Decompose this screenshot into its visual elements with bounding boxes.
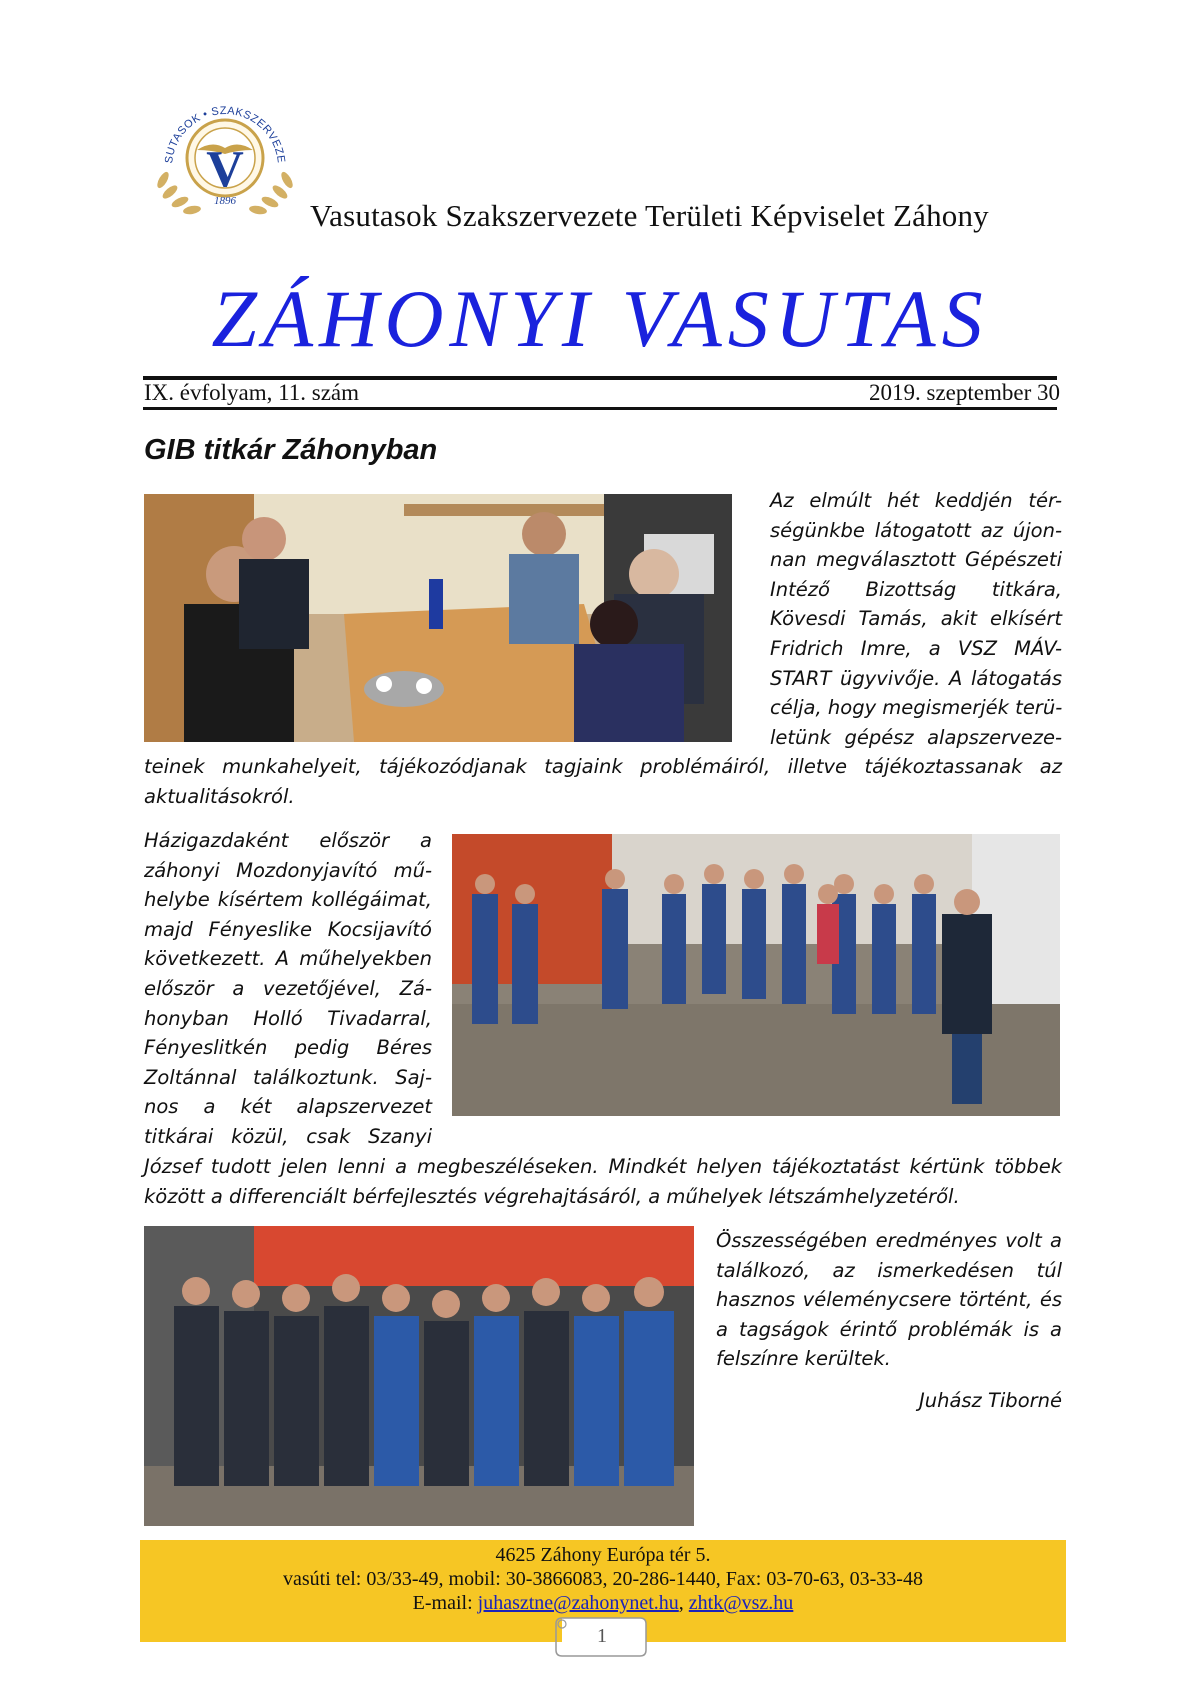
masthead-title: ZÁHONYI VASUTAS bbox=[211, 273, 989, 364]
paragraph-line: majd Fényeslike Kocsijavító bbox=[144, 917, 432, 941]
paragraph-line: először a vezetőjével, Zá- bbox=[144, 976, 432, 1000]
masthead-rule-bottom bbox=[143, 407, 1057, 410]
paragraph-line: József tudott jelen lenni a megbeszéléseken. Mindkét helyen tájékoztatást kértünk többek bbox=[144, 1155, 1062, 1178]
footer-email-label: E-mail: bbox=[412, 1592, 473, 1614]
photo-workers-group bbox=[144, 1226, 694, 1526]
article-paragraph-2 bbox=[144, 826, 432, 1152]
paragraph-line: Fridrich Imre, a VSZ MÁV- bbox=[770, 636, 1062, 660]
article-paragraph-1 bbox=[770, 486, 1062, 752]
paragraph-line: között a differenciált bérfejlesztés végrehajtásáról, a műhelyek létszámhelyzetéről. bbox=[144, 1184, 960, 1208]
paragraph-line: Zoltánnal találkoztunk. Saj- bbox=[144, 1065, 432, 1089]
article-paragraph-1-continued bbox=[144, 752, 1062, 811]
paragraph-line: felszínre kerültek. bbox=[716, 1347, 891, 1371]
issue-date: 2019. szeptember 30 bbox=[869, 380, 1060, 405]
email-link-zhtk[interactable]: zhtk@vsz.hu bbox=[688, 1592, 794, 1614]
paragraph-line: Az elmúlt hét keddjén tér- bbox=[770, 489, 1062, 512]
issue-number: IX. évfolyam, 11. szám bbox=[144, 380, 360, 405]
organization-name: Vasutasok Szakszervezete Területi Képviselet Záhony bbox=[310, 198, 989, 233]
footer-address: 4625 Záhony Európa tér 5. bbox=[495, 1544, 711, 1566]
paragraph-line: ségünkbe látogatott az újon- bbox=[770, 518, 1062, 542]
paragraph-line: teinek munkahelyeit, tájékozódjanak tagjaink problémáiról, illetve tájékoztassanak az bbox=[144, 755, 1062, 778]
paragraph-line: nan megválasztott Gépészeti bbox=[770, 548, 1062, 572]
article-author: Juhász Tiborné bbox=[918, 1389, 1062, 1412]
union-logo bbox=[150, 92, 300, 222]
article-paragraph-2-continued bbox=[144, 1152, 1062, 1211]
paragraph-line: hasznos véleménycsere történt, és bbox=[716, 1288, 1062, 1312]
paragraph-line: letünk gépész alapszerveze- bbox=[770, 725, 1062, 749]
article-paragraph-3 bbox=[716, 1226, 1062, 1374]
paragraph-line: Intéző Bizottság titkára, bbox=[770, 577, 1062, 601]
paragraph-line: következett. A műhelyekben bbox=[144, 947, 432, 971]
paragraph-line: aktualitásokról. bbox=[144, 784, 295, 808]
footer-email-separator: , bbox=[678, 1592, 684, 1614]
photo-workshop bbox=[452, 834, 1060, 1116]
svg-text:V: V bbox=[206, 141, 244, 198]
paragraph-line: a tagságok érintő problémák is a bbox=[716, 1317, 1062, 1341]
svg-text:1896: 1896 bbox=[214, 195, 236, 207]
paragraph-line: Házigazdaként először a bbox=[144, 829, 432, 852]
page-number: 1 bbox=[597, 1625, 607, 1647]
photo-meeting bbox=[144, 494, 732, 742]
article-title: GIB titkár Záhonyban bbox=[144, 434, 438, 466]
paragraph-line: helybe kísértem kollégáimat, bbox=[144, 888, 432, 912]
paragraph-line: Kövesdi Tamás, akit elkísért bbox=[770, 607, 1062, 631]
paragraph-line: nos a két alapszervezet bbox=[144, 1095, 432, 1119]
email-link-juhasztne[interactable]: juhasztne@zahonynet.hu bbox=[477, 1592, 679, 1614]
footer-phones: vasúti tel: 03/33-49, mobil: 30-3866083, 20-286-1440, Fax: 03-70-63, 03-33-48 bbox=[283, 1568, 923, 1590]
paragraph-line: záhonyi Mozdonyjavító mű- bbox=[144, 858, 432, 882]
paragraph-line: Fényeslitkén pedig Béres bbox=[144, 1036, 432, 1060]
paragraph-line: Összességében eredményes volt a bbox=[716, 1229, 1062, 1252]
svg-text:VASUTASOK • SZAKSZERVEZETE: SUTASOK • SZAKSZERVEZE bbox=[163, 104, 287, 165]
footer-contact bbox=[140, 1540, 1066, 1615]
paragraph-line: START ügyvivője. A látogatás bbox=[770, 666, 1062, 690]
paragraph-line: honyban Holló Tivadarral, bbox=[144, 1006, 432, 1030]
paragraph-line: találkozó, az ismerkedésen túl bbox=[716, 1258, 1062, 1282]
union-logo-emblem bbox=[150, 92, 300, 222]
paragraph-line: célja, hogy megismerjék terü- bbox=[770, 696, 1063, 720]
paragraph-line: titkárai közül, csak Szanyi bbox=[144, 1124, 432, 1148]
